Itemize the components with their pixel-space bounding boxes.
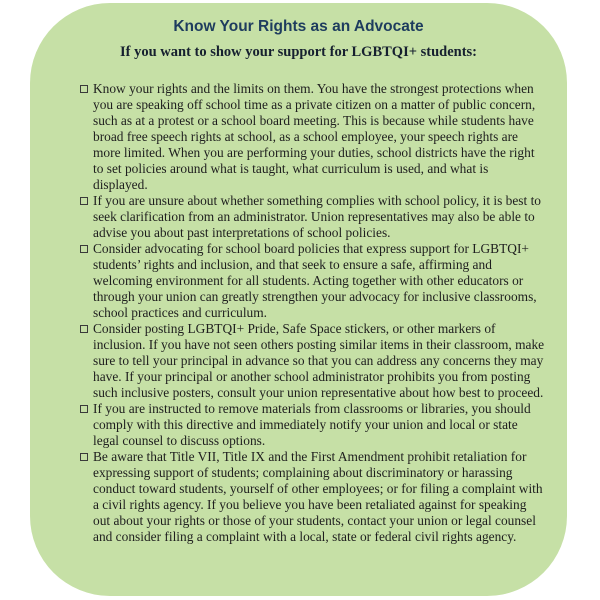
empty-checkbox-icon <box>80 197 88 205</box>
list-item <box>80 81 545 193</box>
empty-checkbox-icon <box>80 325 88 333</box>
list-item <box>80 401 545 449</box>
empty-checkbox-icon <box>80 453 88 461</box>
advocacy-rights-card <box>30 3 567 596</box>
list-item-text: Consider advocating for school board policies that express support for LGBTQI+ students’ rights and inclusion, and that seek to ensure a safe, affirming and welcoming environment for all students. Acting together with other educators or through your union can greatly strengthen your advocacy for inclusive classrooms, school practices and curriculum. <box>93 241 537 320</box>
page-subtitle: If you want to show your support for LGBTQI+ students: <box>120 44 477 60</box>
list-item <box>80 321 545 401</box>
list-item <box>80 449 545 545</box>
empty-checkbox-icon <box>80 85 88 93</box>
empty-checkbox-icon <box>80 405 88 413</box>
list-item-text: If you are instructed to remove materials from classrooms or libraries, you should comply with this directive and immediately notify your union and local or state legal counsel to discuss options. <box>93 401 531 448</box>
list-item-text: Be aware that Title VII, Title IX and the First Amendment prohibit retaliation for expressing support of students; complaining about discriminatory or harassing conduct toward students, yourself of other employees; or for filing a complaint with a civil rights agency. If you believe you have been retaliated against for speaking out about your rights or those of your students, contact your union or legal counsel and consider filing a complaint with a local, state or federal civil rights agency. <box>93 449 543 544</box>
rights-bullet-list <box>30 81 567 545</box>
empty-checkbox-icon <box>80 245 88 253</box>
list-item <box>80 241 545 321</box>
list-item-text: Know your rights and the limits on them. You have the strongest protections when you are speaking off school time as a private citizen on a matter of public concern, such as at a protest or a school board meeting. This is because while students have broad free speech rights at school, as a school employee, your speech rights are more limited. When you are performing your duties, school districts have the right to set policies around what is taught, what curriculum is used, and what is displayed. <box>93 81 536 192</box>
list-item-text: If you are unsure about whether something complies with school policy, it is best to seek clarification from an administrator. Union representatives may also be able to advise you about past interpretations of school policies. <box>93 193 542 240</box>
page-title: Know Your Rights as an Advocate <box>173 18 424 35</box>
list-item <box>80 193 545 241</box>
list-item-text: Consider posting LGBTQI+ Pride, Safe Space stickers, or other markers of inclusion. If you have not seen others posting similar items in their classroom, make sure to tell your principal in advance so that you can address any concerns they may have. If your principal or another school administrator prohibits you from posting such inclusive posters, consult your union representative about how best to proceed. <box>93 321 545 400</box>
